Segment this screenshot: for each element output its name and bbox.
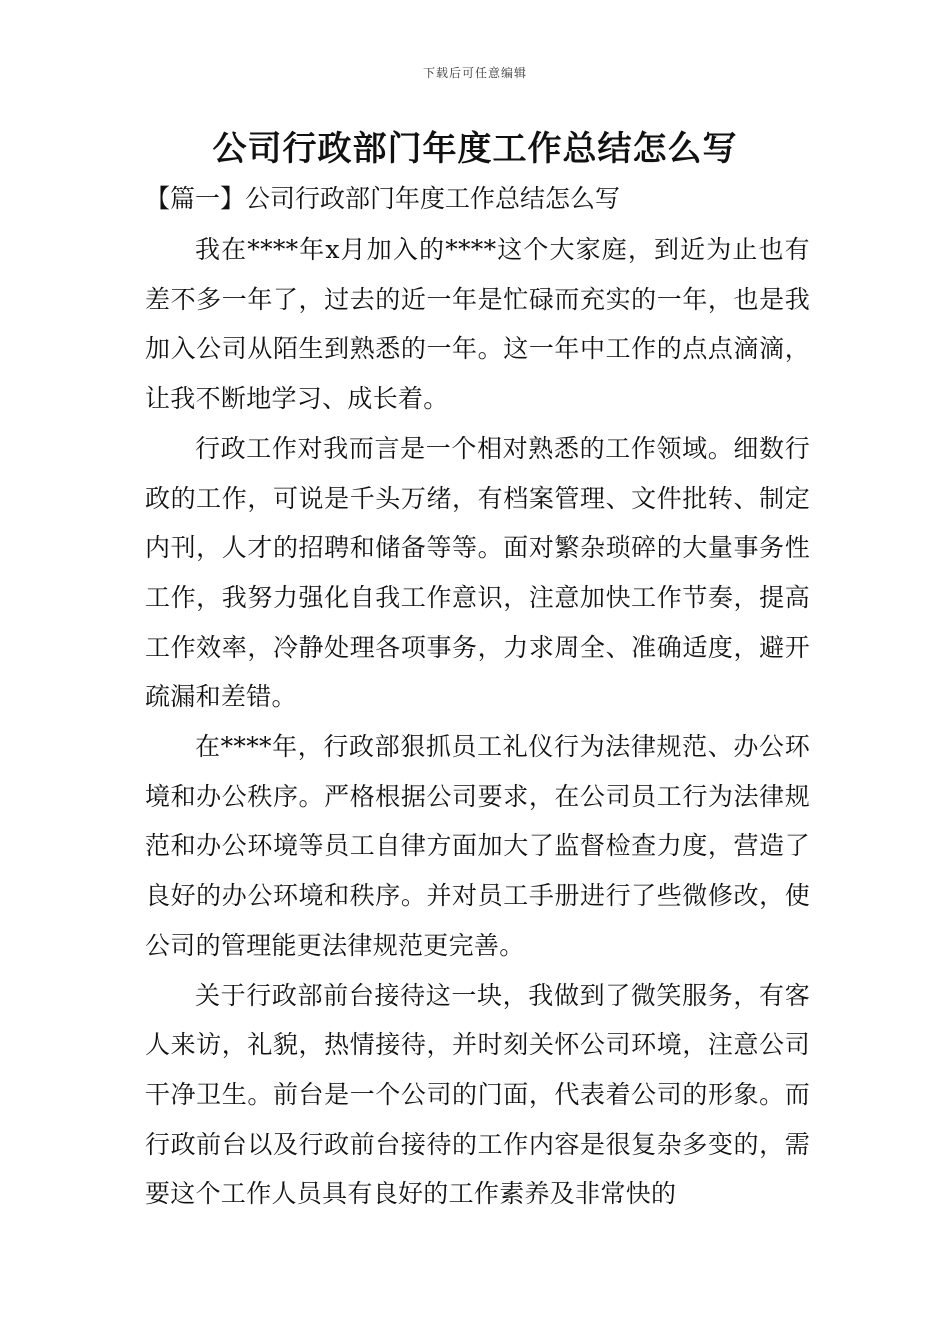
paragraph-1: 我在****年x月加入的****这个大家庭，到近为止也有差不多一年了，过去的近一年是忙碌而充实的一年，也是我加入公司从陌生到熟悉的一年。这一年中工作的点点滴滴，让我不断地学习、成长着。 [145,235,810,414]
section-heading: 【篇一】公司行政部门年度工作总结怎么写 [145,184,621,213]
paragraph-3: 在****年，行政部狠抓员工礼仪行为法律规范、办公环境和办公秩序。严格根据公司要求，在公司员工行为法律规范和办公环境等员工自律方面加大了监督检查力度，营造了良好的办公环境和秩序。并对员工手册进行了些微修改，使公司的管理能更法律规范更完善。 [145,732,810,960]
document-title: 公司行政部门年度工作总结怎么写 [212,129,738,169]
header-note: 下载后可任意编辑 [422,66,527,80]
document-body [145,225,810,1219]
paragraph-4: 关于行政部前台接待这一块，我做到了微笑服务，有客人来访，礼貌，热情接待，并时刻关怀公司环境，注意公司干净卫生。前台是一个公司的门面，代表着公司的形象。而行政前台以及行政前台接待的工作内容是很复杂多变的，需要这个工作人员具有良好的工作素养及非常快的 [145,980,810,1209]
paragraph-2: 行政工作对我而言是一个相对熟悉的工作领域。细数行政的工作，可说是千头万绪，有档案管理、文件批转、制定内刊，人才的招聘和储备等等。面对繁杂琐碎的大量事务性工作，我努力强化自我工作意识，注意加快工作节奏，提高工作效率，冷静处理各项事务，力求周全、准确适度，避开疏漏和差错。 [145,433,810,712]
